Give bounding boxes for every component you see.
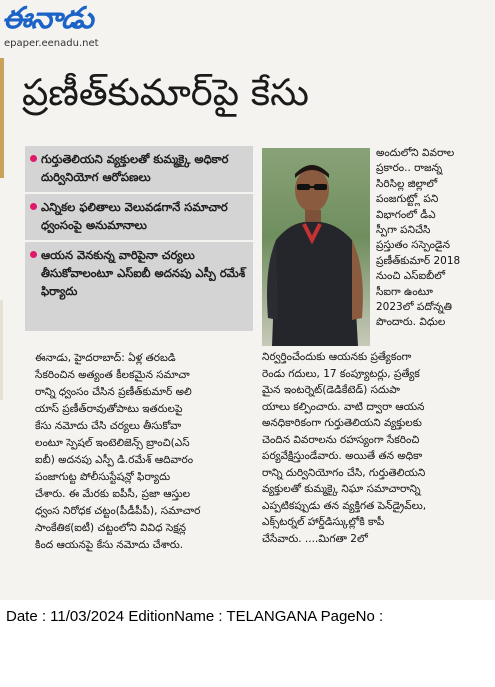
highlight-text: గుర్తుతెలియని వ్యక్తులతో కుమ్మక్కై అధికార దుర్వినియోగ ఆరోపణలు — [41, 152, 229, 184]
text-line: పంజగుట్ట్లో పని — [376, 193, 439, 206]
text-line: నుంచి ఎస్‌ఐబీలో — [376, 270, 446, 283]
text-line: 2023లో పదోన్నతి — [376, 301, 452, 314]
eenadu-logo: ఈనాడు — [2, 1, 93, 36]
text-line: వ్యక్తులతో కుమ్మక్కై నిఘా సమాచారాన్ని — [262, 483, 421, 495]
text-line: రాన్ని ధ్వంసం చేసిన ప్రణీత్‌కుమార్ అలి — [35, 386, 192, 398]
text-line: ఈనాడు, హైదరాబాద్: ఏళ్ల తరబడి — [35, 352, 176, 364]
text-line: చేశారు. ఈ మేరకు ఐపీసీ, ప్రజా ఆస్తుల — [35, 488, 191, 500]
text-line: పొందారు. విధుల — [376, 316, 446, 329]
adjacent-clipping-edge — [0, 300, 3, 400]
highlight-item — [25, 194, 253, 242]
text-line: పంజాగుట్ట పోలీసుస్టేషన్లో ఫిర్యాదు — [35, 471, 171, 483]
pink-dot-icon — [30, 251, 37, 258]
text-line: అందులోని వివరాల — [376, 147, 455, 159]
text-line: ఎక్స్‌టర్నల్ హార్డ్‌డిస్కుల్లోకి కాపీ — [262, 516, 385, 528]
text-line: కింద ఆయనపై కేసు నమోదు చేశారు. — [35, 539, 184, 551]
highlight-text: ఎన్నికల ఫలితాలు వెలువడగానే సమాచార ధ్వంసంపై అనుమానాలు — [41, 200, 228, 232]
person-photo-illustration — [262, 148, 370, 346]
text-line: సేకరించిన అత్యంత కీలకమైన సమాచా — [35, 369, 190, 381]
epaper-url: epaper.eenadu.net — [4, 38, 99, 49]
text-line: విభాగంలో డీఎ — [376, 208, 436, 221]
text-line: స్పీగా పనిచేసి — [376, 224, 431, 237]
text-line: యాస్ ప్రణీత్‌రావుతోపాటు ఇతరులపై — [35, 403, 183, 415]
highlight-text: ఆయన వెనకున్న వారిపైనా చర్యలు తీసుకోవాలంటూ ఎస్‌ఐబీ అదనపు ఎస్పీ రమేశ్ ఫిర్యాదు — [41, 248, 246, 298]
pink-dot-icon — [30, 155, 37, 162]
portrait-photo — [262, 148, 370, 346]
text-line: పర్యవేక్షిస్తుండేవారు. అయితే తన అధికా — [262, 450, 423, 462]
edition-footer: Date : 11/03/2024 EditionName : TELANGANA PageNo : — [6, 608, 384, 625]
text-line: ధ్వంస నిరోధక చట్టం(పీడీపీపీ), సమాచార — [35, 505, 201, 517]
text-line: ఐబీ) అదనపు ఎస్పీ డి.రమేశ్ ఆదివారం — [35, 454, 194, 466]
text-line: చెందిన వివరాలను రహస్యంగా సేకరించి — [262, 433, 420, 446]
text-line: రెండు గదులు, 17 కంప్యూటర్లు, ప్రత్యేక — [262, 367, 420, 380]
highlight-item — [25, 146, 253, 194]
text-line: ప్రకారం.. రాజన్న — [376, 162, 443, 175]
text-line: ఎప్పటికప్పుడు తన వ్యక్తిగత పెన్‌డ్రైవ్‌లు, — [262, 499, 427, 512]
text-line: లంటూ స్పెషల్ ఇంటెలిజెన్స్ బ్రాంచి(ఎస్ — [35, 437, 190, 449]
text-line: సాంకేతిక(ఐటీ) చట్టంలోని వివిధ సెక్షన్ల — [35, 522, 187, 534]
text-line: కేసు నమోదు చేసి చర్యలు తీసుకోవా — [35, 420, 182, 432]
text-line: మైన ఇంటర్నెట్(డెడికేటెడ్) సదుపా — [262, 384, 400, 396]
text-line: చేసేవారు. ....మిగతా 2లో — [262, 532, 368, 545]
pink-dot-icon — [30, 203, 37, 210]
highlights-box — [25, 146, 253, 331]
masthead — [2, 2, 137, 50]
article-column-right — [262, 349, 488, 547]
article-column-right-top — [376, 146, 488, 331]
text-line: యాలు కల్పించారు. వాటి ద్వారా ఆయన — [262, 400, 425, 413]
text-line: సిరిసిల్ల జిల్లాలో — [376, 177, 438, 190]
article-column-left — [35, 350, 260, 554]
highlight-item — [25, 242, 253, 306]
article-headline: ప్రణీత్‌కుమార్‌పై కేసు — [22, 71, 309, 114]
text-line: సీఐగా ఉంటూ — [376, 285, 433, 298]
adjacent-clipping-edge — [0, 58, 4, 178]
text-line: నిర్వర్తించేందుకు ఆయనకు ప్రత్యేకంగా — [262, 351, 412, 363]
text-line: రాన్ని దుర్వినియోగం చేసి, గుర్తుతెలియని — [262, 466, 426, 479]
text-line: ప్రణీత్‌కుమార్ 2018 — [376, 254, 461, 267]
text-line: ప్రస్తుతం సస్పెండైన — [376, 239, 451, 252]
text-line: అనధికారికంగా గుర్తుతెలియని వ్యక్తులకు — [262, 417, 422, 429]
